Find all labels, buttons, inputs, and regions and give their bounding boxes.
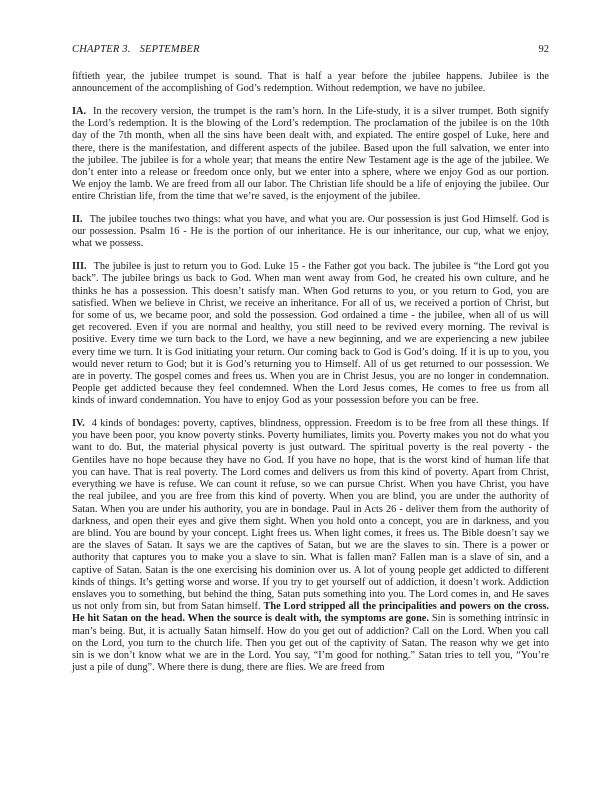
paragraph-text: fiftieth year, the jubilee trumpet is sound. That is half a year before the jubilee happens. Jubilee is the announcement of the accomplishing of God’s redemption. Without redemption, we have no jubilee.: [72, 71, 549, 95]
running-header: [72, 44, 549, 56]
paragraph-label-ii: II.: [72, 214, 83, 226]
chapter-heading: [72, 44, 200, 56]
paragraph-ia: [72, 106, 549, 204]
paragraph-text: The jubilee is just to return you to God. Luke 15 - the Father got you back. The jubilee is “the Lord got you back”. The jubilee brings us back to God. When man went away from God, he created his own culture, and he thinks he has a possession. This doesn’t satisfy man. When God returns to you, or you return to God, you are satisfied. When we believe in Christ, we receive an inheritance. For all of us, we received a portion of Christ, but for some of us, we became poor, and sold the possession. God ordained a time - the jubilee, when all of us will get recovered. Even if you are normal and healthy, you still need to be revived every morning. The revival is positive. Every time we turn back to the Lord, we have a new beginning, and we are experiencing a new jubilee every time we turn. It is God initiating your return. Our coming back to God is God’s doing. If it is up to you, you would never return to God; but it is God’s returning you to Himself. All of us get returned to our possession. We are in poverty. The gospel comes and frees us. When you are in Christ Jesus, you are no longer in condemnation. People get addicted because they feel condemned. When the Lord Jesus comes, He comes to free us from all kinds of inward condemnation. You have to enjoy God as your possession before you can be free.: [72, 261, 549, 407]
paragraph-continuation: [72, 71, 549, 95]
paragraph-ii: [72, 214, 549, 251]
paragraph-text: The jubilee touches two things: what you have, and what you are. Our possession is just God Himself. God is our possession. Psalm 16 - He is the portion of our inheritance. He is our inheritance, our cup, what we enjoy, what we possess.: [72, 214, 549, 250]
paragraph-iii: [72, 261, 549, 407]
paragraph-label-ia: IA.: [72, 105, 87, 117]
paragraph-label-iii: III.: [72, 261, 87, 273]
paragraph-label-iv: IV.: [72, 418, 85, 430]
document-body: [72, 71, 549, 685]
paragraph-iv: [72, 418, 549, 674]
paragraph-text: 4 kinds of bondages: poverty, captives, blindness, oppression. Freedom is to be free from all these things. If you have been poor, you know poverty stinks. Poverty humiliates, limits you. Poverty makes you not do what you want to do. But, the material physical poverty is just outward. The spiritual poverty is the real poverty - the Gentiles have no hope because they have no God. If you have no hope, that is the worst kind of human life that you can have. That is real poverty. The Lord comes and delivers us from this kind of poverty. Apart from Christ, everything we have is refuse. We can count it refuse, so we can pursue Christ. When you have Christ, you have the real jubilee, and you are free from this kind of poverty. When you are blind, you are under the authority of Satan. When you are under his authority, you are in bondage. Paul in Acts 26 - deliver them from the authority of darkness, and open their eyes and give them sight. When you hold onto a concept, you are in darkness, and you are blind. You are bound by your concept. Light frees us. When light comes, it frees us. The Bible doesn’t say we are the slaves of Satan. It says we are the captives of Satan, but we are the slaves to sin. There is a power or authority that captures you to make you a slave to sin. What is fallen man? Fallen man is a slave of sin, and a captive of Satan. Satan is the one exercising his dominion over us. A lot of young people get addicted to different kinds of things. It’s getting worse and worse. If you try to get yourself out of addiction, it doesn’t work. Addiction enslaves you to something, but behind the thing, Satan puts something into you. The Lord comes in, and He saves us not only from sin, but from Satan himself. The Lord stripped all the principalities and powers on the cross. He hit Satan on the head. When the source is dealt with, the symptoms are gone. Sin is something intrinsic in man’s being. But, it is actually Satan himself. How do you get out of addiction? Call on the Lord. When you call on the Lord, you turn to the church life. Then you get out of the captivity of Satan. The reason why we get into sin is we don’t know what we are in the Lord. You say, “I’m good for nothing.” Satan tries to tell you, “You’re just a pile of dung”. Where there is dung, there are flies. We are freed from: [72, 418, 549, 674]
paragraph-text: In the recovery version, the trumpet is the ram’s horn. In the Life-study, it is a silver trumpet. Both signify the Lord’s redemption. It is the blowing of the Lord’s redemption. The proclamation of the jubilee is on the 10th day of the 7th month, when all the sins have been dealt with, and expiated. The entire gospel of Luke, here and there, there is the manifestation, and different aspects of the jubilee. Based upon the full salvation, we enter into the jubilee. The jubilee is for a whole year; that means the entire New Testament age is the age of the jubilee. We don’t enter into a release or freedom once only, but we enter into a sphere, where we enjoy God as our portion. We enjoy the lamb. We are freed from all our labor. The Christian life should be a life of enjoying the jubilee. Our entire Christian life, from the time that we’re saved, is the enjoyment of the jubilee.: [72, 105, 549, 203]
page-number: 92: [538, 44, 549, 55]
chapter-label: CHAPTER 3.: [72, 44, 131, 55]
chapter-title: SEPTEMBER: [139, 44, 200, 55]
